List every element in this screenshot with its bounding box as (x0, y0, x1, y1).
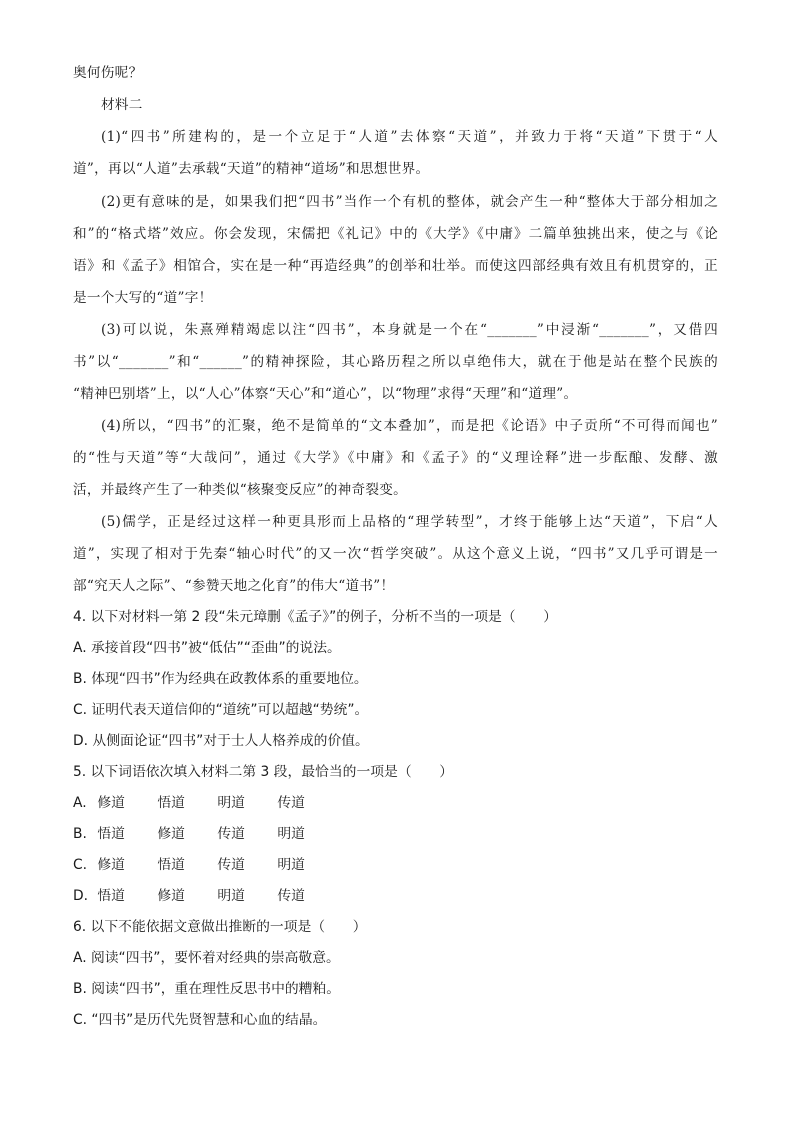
option-word: 传道 (277, 888, 305, 904)
paragraph-5-line: (5)儒学，正是经过这样一种更具形而上品格的“理学转型”，才终于能够上达“天道”，下启“人 (101, 514, 718, 530)
paragraph-5-line: 道”，实现了相对于先秦“轴心时代”的又一次“哲学突破”。从这个意义上说，“四书”又几乎可谓是一 (73, 546, 718, 562)
paragraph-3-line: 书”以“_______”和“______”的精神探险，其心路历程之所以卓绝伟大，就在于他是站在整个民族的 (73, 354, 718, 370)
paragraph-1-line: 道”，再以“人道”去承载“天道”的精神“道场”和思想世界。 (73, 161, 430, 177)
paragraph-3-line: (3)可以说，朱熹殚精竭虑以注“四书”，本身就是一个在“_______”中浸渐“_______”，又借四 (101, 322, 718, 338)
option-word: 明道 (277, 857, 305, 873)
question-6-stem: 6. 以下不能依据文意做出推断的一项是（ ） (73, 919, 367, 935)
question-5-option-b[interactable] (73, 824, 305, 844)
paragraph-5-line: 部“究天人之际”、“参赞天地之化育”的伟大“道书”！ (73, 578, 395, 594)
question-5-option-d[interactable] (73, 886, 305, 906)
paragraph-3-line: “精神巴别塔”上，以“人心”体察“天心”和“道心”，以“物理”求得“天理”和“道理”。 (73, 386, 578, 402)
paragraph-1-line: (1)“四书”所建构的，是一个立足于“人道”去体察“天道”，并致力于将“天道”下贯于“人 (101, 129, 718, 145)
option-word: 修道 (157, 826, 185, 842)
paragraph-2-line: (2)更有意味的是，如果我们把“四书”当作一个有机的整体，就会产生一种“整体大于部分相加之 (101, 194, 718, 210)
question-6-option-a[interactable]: A. 阅读“四书”，要怀着对经典的崇高敬意。 (73, 950, 340, 966)
option-letter: C. (73, 857, 88, 873)
question-4-stem: 4. 以下对材料一第 2 段“朱元璋删《孟子》”的例子，分析不当的一项是（ ） (73, 609, 557, 625)
option-word: 传道 (217, 826, 245, 842)
option-letter: A. (73, 795, 87, 811)
question-4-option-a[interactable]: A. 承接首段“四书”被“低估”“歪曲”的说法。 (73, 640, 341, 656)
option-word: 修道 (97, 857, 125, 873)
question-5-option-c[interactable] (73, 855, 305, 875)
paragraph-2-line: 和”的“格式塔”效应。你会发现，宋儒把《礼记》中的《大学》《中庸》二篇单独挑出来，使之与《论 (73, 226, 718, 242)
option-word: 传道 (217, 857, 245, 873)
paragraph-2-line: 语》和《孟子》相馆合，实在是一种“再造经典”的创举和壮举。而使这四部经典有效且有机贯穿的，正 (73, 258, 718, 274)
option-word: 传道 (277, 795, 305, 811)
question-4-option-c[interactable]: C. 证明代表天道信仰的“道统”可以超越“势统”。 (73, 702, 369, 718)
option-word: 修道 (97, 795, 125, 811)
question-6-option-b[interactable]: B. 阅读“四书”，重在理性反思书中的糟粕。 (73, 981, 341, 997)
option-word: 明道 (217, 888, 245, 904)
paragraph-4-line: 活，并最终产生了一种类似“核聚变反应”的神奇裂变。 (73, 482, 408, 498)
question-5-stem: 5. 以下词语依次填入材料二第 3 段，最恰当的一项是（ ） (73, 764, 454, 780)
option-word: 悟道 (157, 857, 185, 873)
option-word: 明道 (217, 795, 245, 811)
section-heading: 材料二 (101, 97, 143, 113)
question-5-option-a[interactable] (73, 793, 305, 813)
paragraph-4-line: 的“性与天道”等“大哉问”，通过《大学》《中庸》和《孟子》的“义理诠释”进一步酝酿、发酵、激 (73, 450, 718, 466)
option-letter: D. (73, 888, 89, 904)
paragraph-2-line: 是一个大写的“道”字！ (73, 290, 213, 306)
paragraph-4-line: (4)所以，“四书”的汇聚，绝不是简单的“文本叠加”，而是把《论语》中子贡所“不可得而闻也” (101, 418, 718, 434)
option-word: 悟道 (157, 795, 185, 811)
option-letter: B. (73, 826, 87, 842)
question-6-option-c[interactable]: C. “四书”是历代先贤智慧和心血的结晶。 (73, 1012, 327, 1028)
option-word: 悟道 (97, 826, 125, 842)
option-word: 修道 (157, 888, 185, 904)
text-line: 奥何伤呢？ (73, 65, 143, 81)
option-word: 明道 (277, 826, 305, 842)
question-4-option-b[interactable]: B. 体现“四书”作为经典在政教体系的重要地位。 (73, 671, 368, 687)
option-word: 悟道 (97, 888, 125, 904)
question-4-option-d[interactable]: D. 从侧面论证“四书”对于士人人格养成的价值。 (73, 733, 369, 749)
